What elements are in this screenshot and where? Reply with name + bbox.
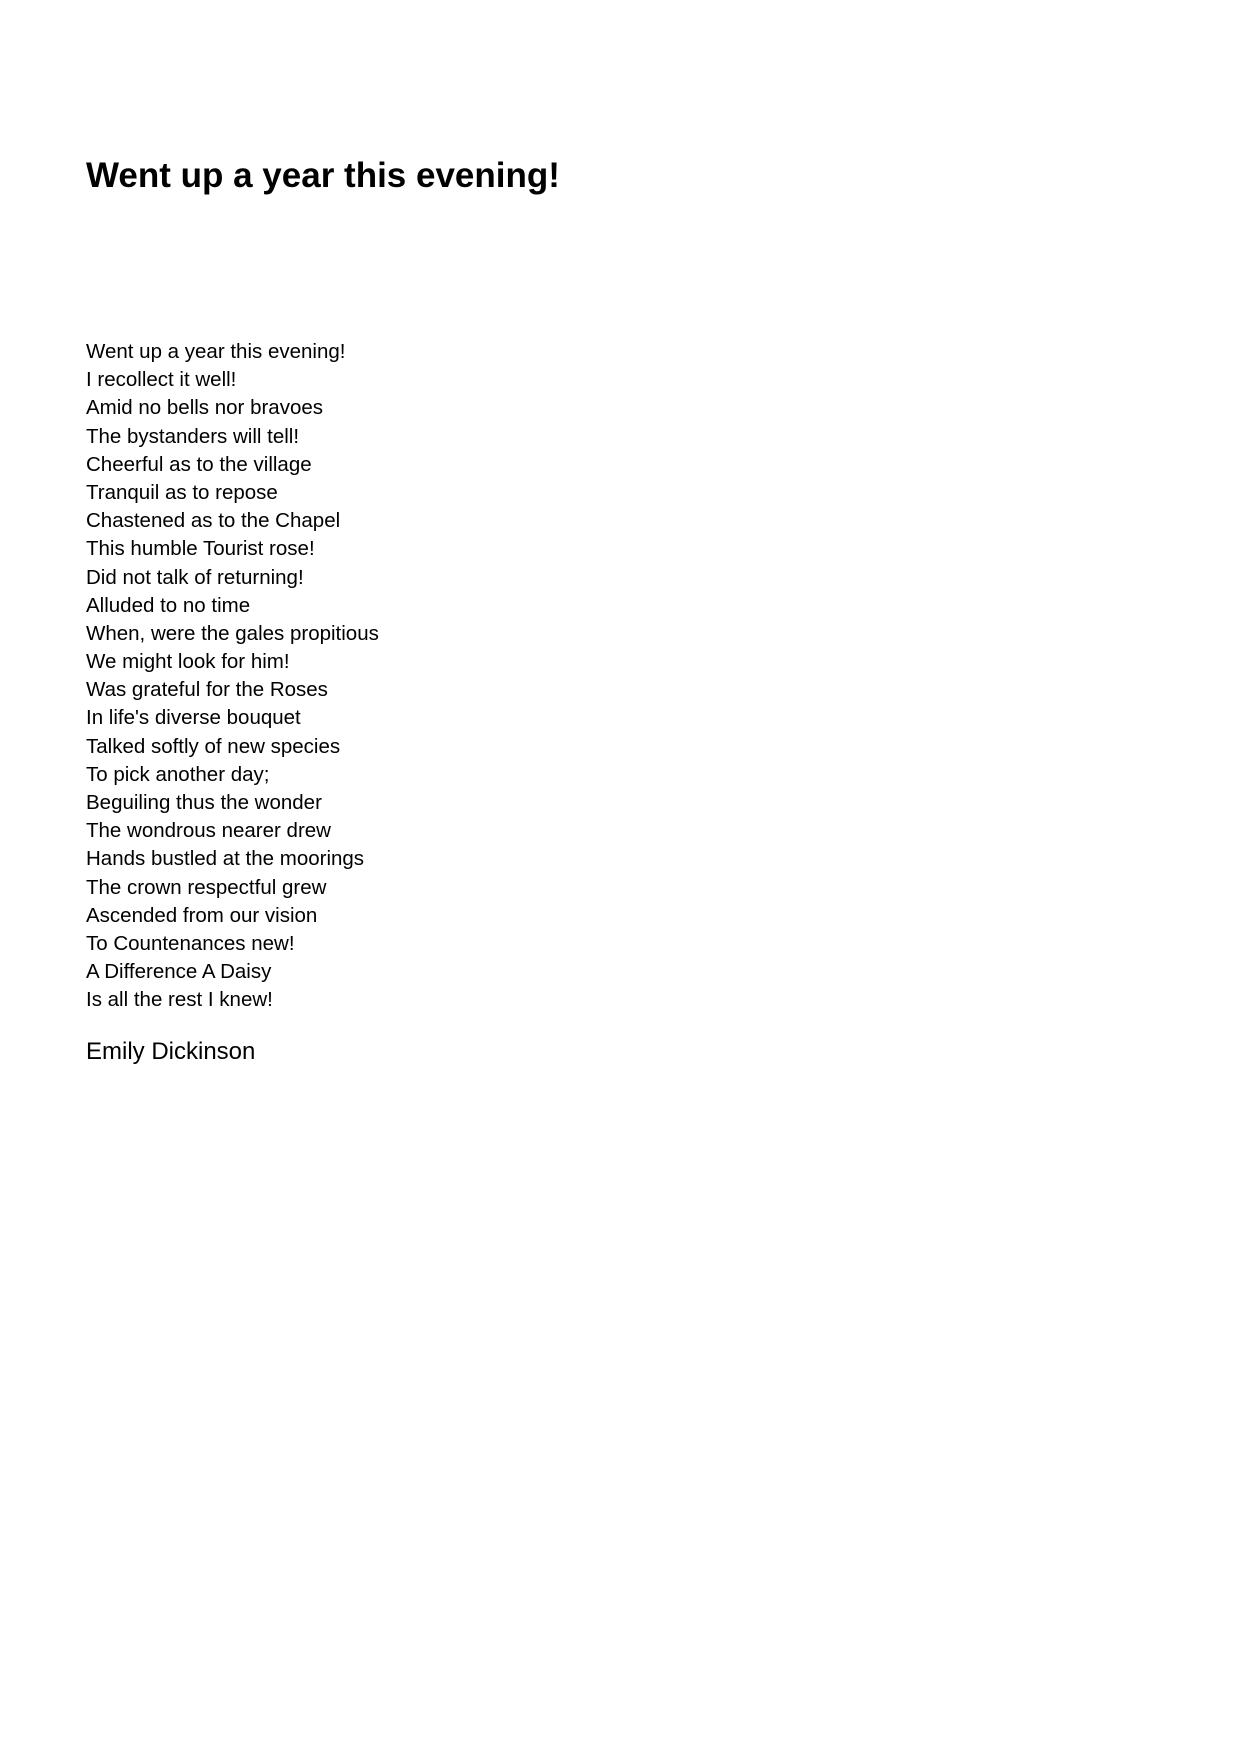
poem-line: To Countenances new! (86, 931, 295, 955)
poem-author: Emily Dickinson (86, 1038, 256, 1065)
poem-line: Hands bustled at the moorings (86, 847, 365, 871)
poem-line: In life's diverse bouquet (86, 706, 301, 730)
poem-line: Ascended from our vision (86, 903, 318, 927)
poem-line: Cheerful as to the village (86, 452, 312, 476)
poem-line: We might look for him! (86, 650, 290, 674)
poem-line: The crown respectful grew (86, 875, 327, 899)
poem-line: Beguiling thus the wonder (86, 791, 322, 814)
poem-line: Talked softly of new species (86, 734, 341, 758)
poem-title: Went up a year this evening! (86, 156, 560, 195)
poem-line: Alluded to no time (86, 593, 251, 617)
poem-line: Was grateful for the Roses (86, 678, 328, 702)
poem-body (86, 338, 379, 1015)
poem-line: Is all the rest I knew! (86, 988, 273, 1012)
poem-line: This humble Tourist rose! (86, 537, 315, 561)
poem-line: The wondrous nearer drew (86, 819, 331, 843)
poem-line: Amid no bells nor bravoes (86, 396, 324, 420)
poem-line: Tranquil as to repose (86, 480, 278, 504)
poem-line: Went up a year this evening! (86, 340, 346, 363)
poem-line: The bystanders will tell! (86, 424, 300, 448)
poem-line: A Difference A Daisy (86, 960, 272, 984)
poem-line: Chastened as to the Chapel (86, 509, 341, 533)
poem-line: When, were the gales propitious (86, 621, 379, 645)
poem-line: Did not talk of returning! (86, 565, 304, 589)
poem-line: I recollect it well! (86, 368, 237, 392)
poem-line: To pick another day; (86, 762, 270, 786)
